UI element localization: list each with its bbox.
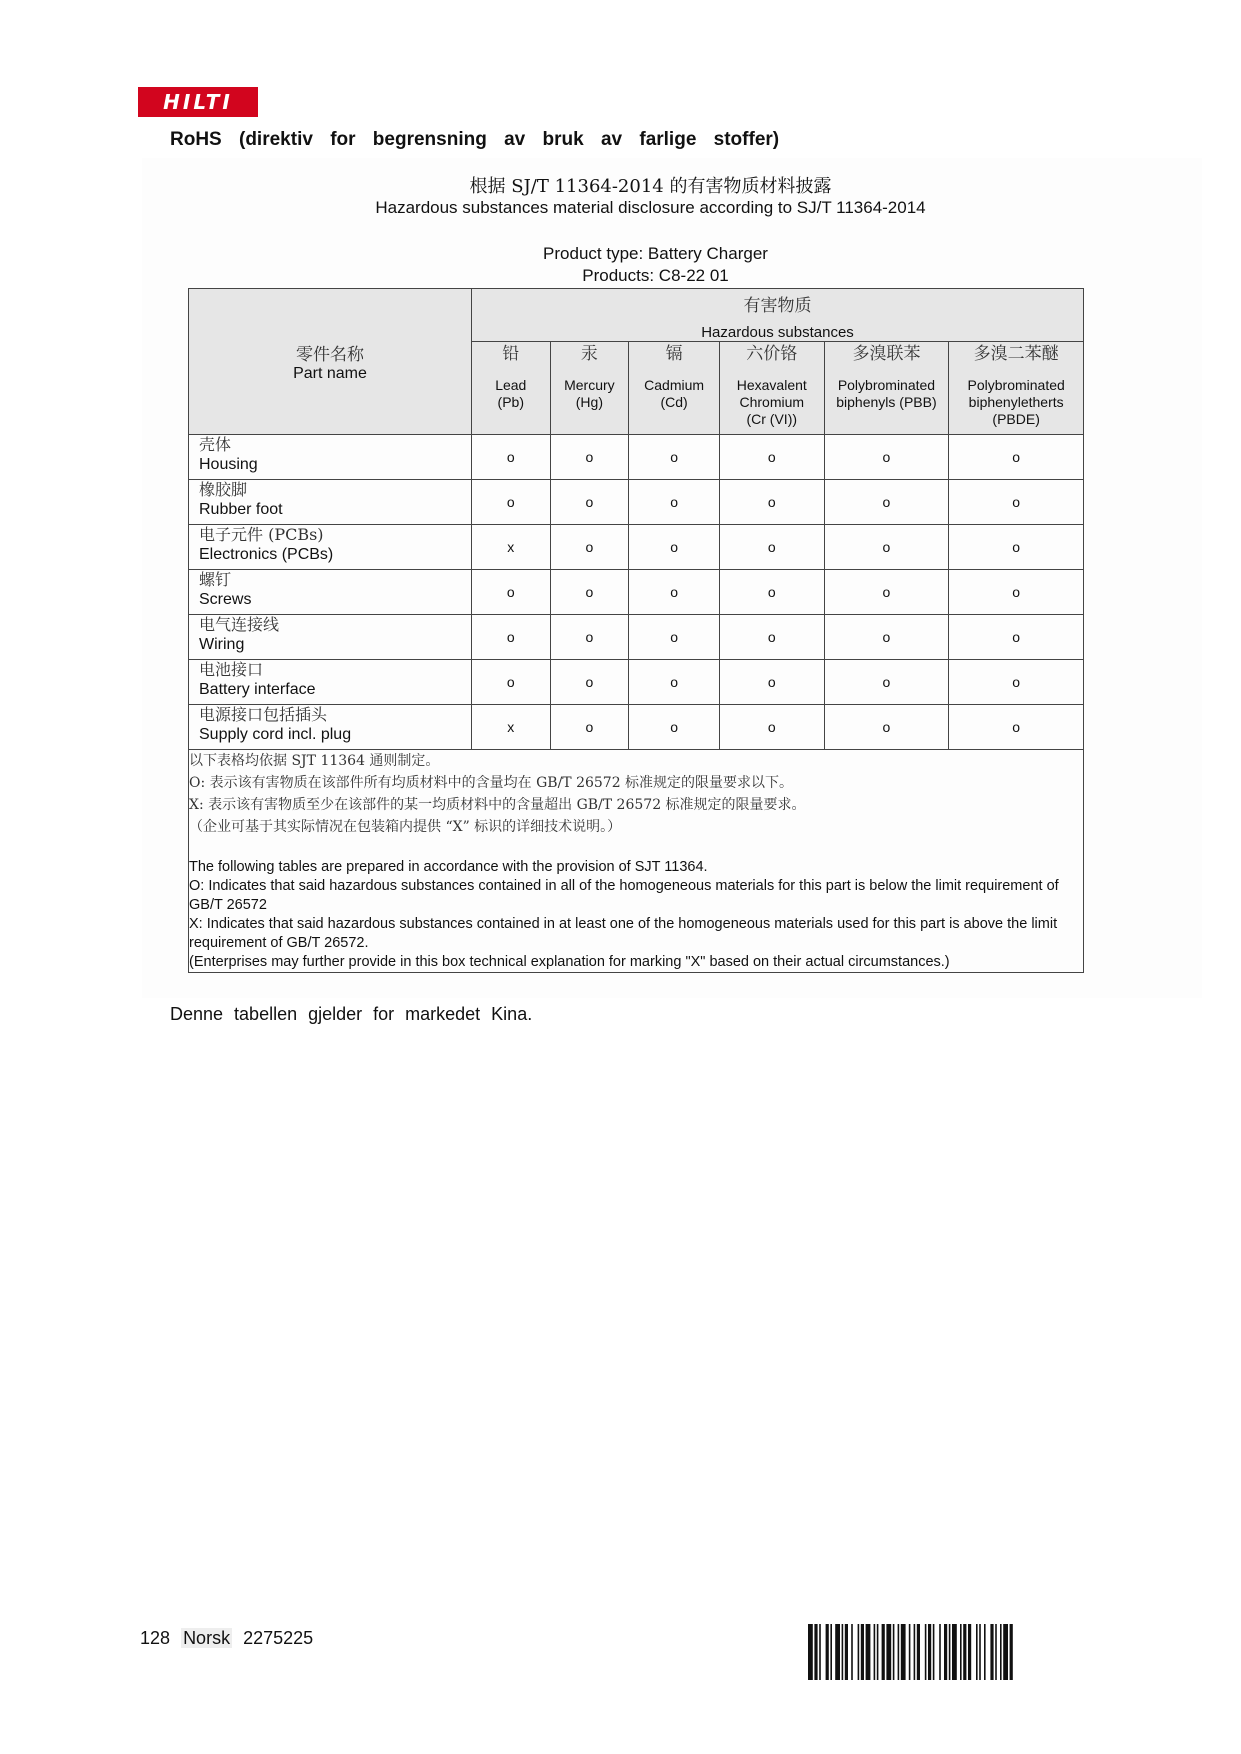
substance-mark-cell: o [472,660,551,705]
note-cn-3: X: 表示该有害物质至少在该部件的某一均质材料中的含量超出 GB/T 26572 标准规定的限量要求。 [189,797,806,813]
substance-mark-cell: o [824,615,949,660]
substance-mark-cell: o [949,705,1084,750]
page-footer [140,1628,319,1649]
table-row [189,435,1084,480]
table-row [189,525,1084,570]
barcode-bar [901,1624,906,1680]
table-row [189,480,1084,525]
barcode-bar [995,1624,997,1680]
substance-mark-cell: o [550,615,629,660]
barcode [808,1624,1064,1680]
substance-mark-cell: o [824,705,949,750]
substance-mark-cell: o [550,705,629,750]
part-name-cell: 壳体 Housing [189,435,472,480]
barcode-bar [1010,1624,1013,1680]
barcode-bar [893,1624,895,1680]
barcode-bar [819,1624,821,1680]
substance-mark-cell: o [949,480,1084,525]
barcode-bar [952,1624,957,1680]
part-name-cell: 电气连接线 Wiring [189,615,472,660]
substance-mark-cell: o [629,705,720,750]
note-en-3: X: Indicates that said hazardous substances contained in at least one of the homogeneous materials used for this part is above the limit requirement of GB/T 26572. [189,916,1058,951]
barcode-bar [845,1624,848,1680]
barcode-bar [874,1624,876,1680]
substance-mark-cell: x [472,705,551,750]
note-en-2: O: Indicates that said hazardous substances contained in all of the homogeneous materials for this part is below the limit requirement of GB/T 26572 [189,878,1059,913]
substance-mark-cell: o [550,480,629,525]
part-name-cell: 电子元件 (PCBs) Electronics (PCBs) [189,525,472,570]
barcode-bar [886,1624,891,1680]
barcode-bar [858,1624,860,1680]
note-cn-4: （企业可基于其实际情况在包装箱内提供 “X” 标识的详细技术说明。） [189,819,622,835]
part-name-cell: 电源接口包括插头 Supply cord incl. plug [189,705,472,750]
table-row [189,570,1084,615]
note-en-1: The following tables are prepared in accordance with the provision of SJT 11364. [189,859,708,875]
barcode-bar [835,1624,840,1680]
substance-mark-cell: o [719,480,824,525]
barcode-bar [976,1624,978,1680]
substance-header: 镉 Cadmium (Cd) [629,342,720,435]
barcode-bar [914,1624,916,1680]
substance-mark-cell: o [949,660,1084,705]
barcode-bar [979,1624,981,1680]
barcode-bar [933,1624,935,1680]
substance-mark-cell: o [719,525,824,570]
hilti-logo: HILTI [138,87,258,117]
note-cn-1: 以下表格均依据 SJT 11364 通则制定。 [189,753,440,769]
part-name-header: 零件名称 Part name [189,289,472,435]
barcode-bar [1000,1624,1002,1680]
substance-mark-cell: o [949,525,1084,570]
barcode-bar [877,1624,879,1680]
substance-mark-cell: o [719,660,824,705]
substance-mark-cell: o [719,705,824,750]
barcode-bar [826,1624,829,1680]
note-en-4: (Enterprises may further provide in this box technical explanation for marking "X" based on their actual circumstances.) [189,954,950,970]
barcode-bar [851,1624,853,1680]
part-name-cell: 橡胶脚 Rubber foot [189,480,472,525]
substance-mark-cell: o [629,615,720,660]
substance-mark-cell: o [472,615,551,660]
product-type: Product type: Battery Charger [543,244,768,263]
substance-mark-cell: o [824,525,949,570]
substance-mark-cell: o [472,435,551,480]
barcode-bar [984,1624,986,1680]
table-row [189,660,1084,705]
substance-mark-cell: o [824,570,949,615]
document-number: 2275225 [243,1628,314,1648]
substance-mark-cell: o [550,570,629,615]
disclosure-title-en: Hazardous substances material disclosure according to SJ/T 11364-2014 [375,198,926,217]
substance-header: 六价铬 Hexavalent Chromium (Cr (VI)) [719,342,824,435]
barcode-bar [1003,1624,1008,1680]
hazardous-substances-table [188,288,1084,973]
substance-mark-cell: o [472,570,551,615]
substance-mark-cell: o [629,435,720,480]
substance-mark-cell: o [824,435,949,480]
table-notes [189,750,1084,973]
barcode-bar [814,1624,817,1680]
substance-mark-cell: o [550,525,629,570]
barcode-bar [866,1624,871,1680]
substance-mark-cell: o [824,480,949,525]
barcode-bar [898,1624,900,1680]
barcode-bar [990,1624,993,1680]
substance-header: 多溴二苯醚 Polybrominated biphenyletherts (PBDE) [949,342,1084,435]
barcode-bar [944,1624,947,1680]
barcode-bar [909,1624,911,1680]
substance-mark-cell: o [949,435,1084,480]
substance-mark-cell: o [550,435,629,480]
barcode-bar [808,1624,813,1680]
barcode-bar [939,1624,941,1680]
substance-mark-cell: o [719,570,824,615]
substance-header: 多溴联苯 Polybrominated biphenyls (PBB) [824,342,949,435]
substance-mark-cell: o [629,480,720,525]
barcode-bar [968,1624,971,1680]
part-name-cell: 电池接口 Battery interface [189,660,472,705]
barcode-bar [917,1624,920,1680]
section-heading: RoHS (direktiv for begrensning av bruk av farlige stoffer) [170,129,780,150]
substance-mark-cell: o [719,435,824,480]
hazardous-substances-header: 有害物质 Hazardous substances [472,289,1084,342]
table-row [189,615,1084,660]
barcode-bar [842,1624,844,1680]
note-cn-2: O: 表示该有害物质在该部件所有均质材料中的含量均在 GB/T 26572 标准规定的限量要求以下。 [189,775,794,791]
part-name-cell: 螺钉 Screws [189,570,472,615]
market-footnote: Denne tabellen gjelder for markedet Kina. [170,1004,533,1024]
substance-mark-cell: x [472,525,551,570]
substance-header: 铅 Lead (Pb) [472,342,551,435]
substance-mark-cell: o [824,660,949,705]
substance-mark-cell: o [629,570,720,615]
disclosure-title-cn: 根据 SJ/T 11364-2014 的有害物质材料披露 [469,176,832,197]
barcode-bar [830,1624,832,1680]
substance-mark-cell: o [949,615,1084,660]
substance-mark-cell: o [629,660,720,705]
barcode-bar [960,1624,962,1680]
substance-mark-cell: o [472,480,551,525]
barcode-bar [882,1624,885,1680]
barcode-bar [949,1624,951,1680]
page-number: 128 [140,1628,171,1648]
substance-mark-cell: o [629,525,720,570]
substance-header: 汞 Mercury (Hg) [550,342,629,435]
barcode-bar [928,1624,931,1680]
barcode-bar [925,1624,927,1680]
table-row [189,705,1084,750]
barcode-bar [861,1624,864,1680]
barcode-bar [963,1624,966,1680]
substance-mark-cell: o [719,615,824,660]
substance-mark-cell: o [550,660,629,705]
substance-mark-cell: o [949,570,1084,615]
products: Products: C8-22 01 [582,266,729,285]
language-label: Norsk [183,1628,231,1648]
